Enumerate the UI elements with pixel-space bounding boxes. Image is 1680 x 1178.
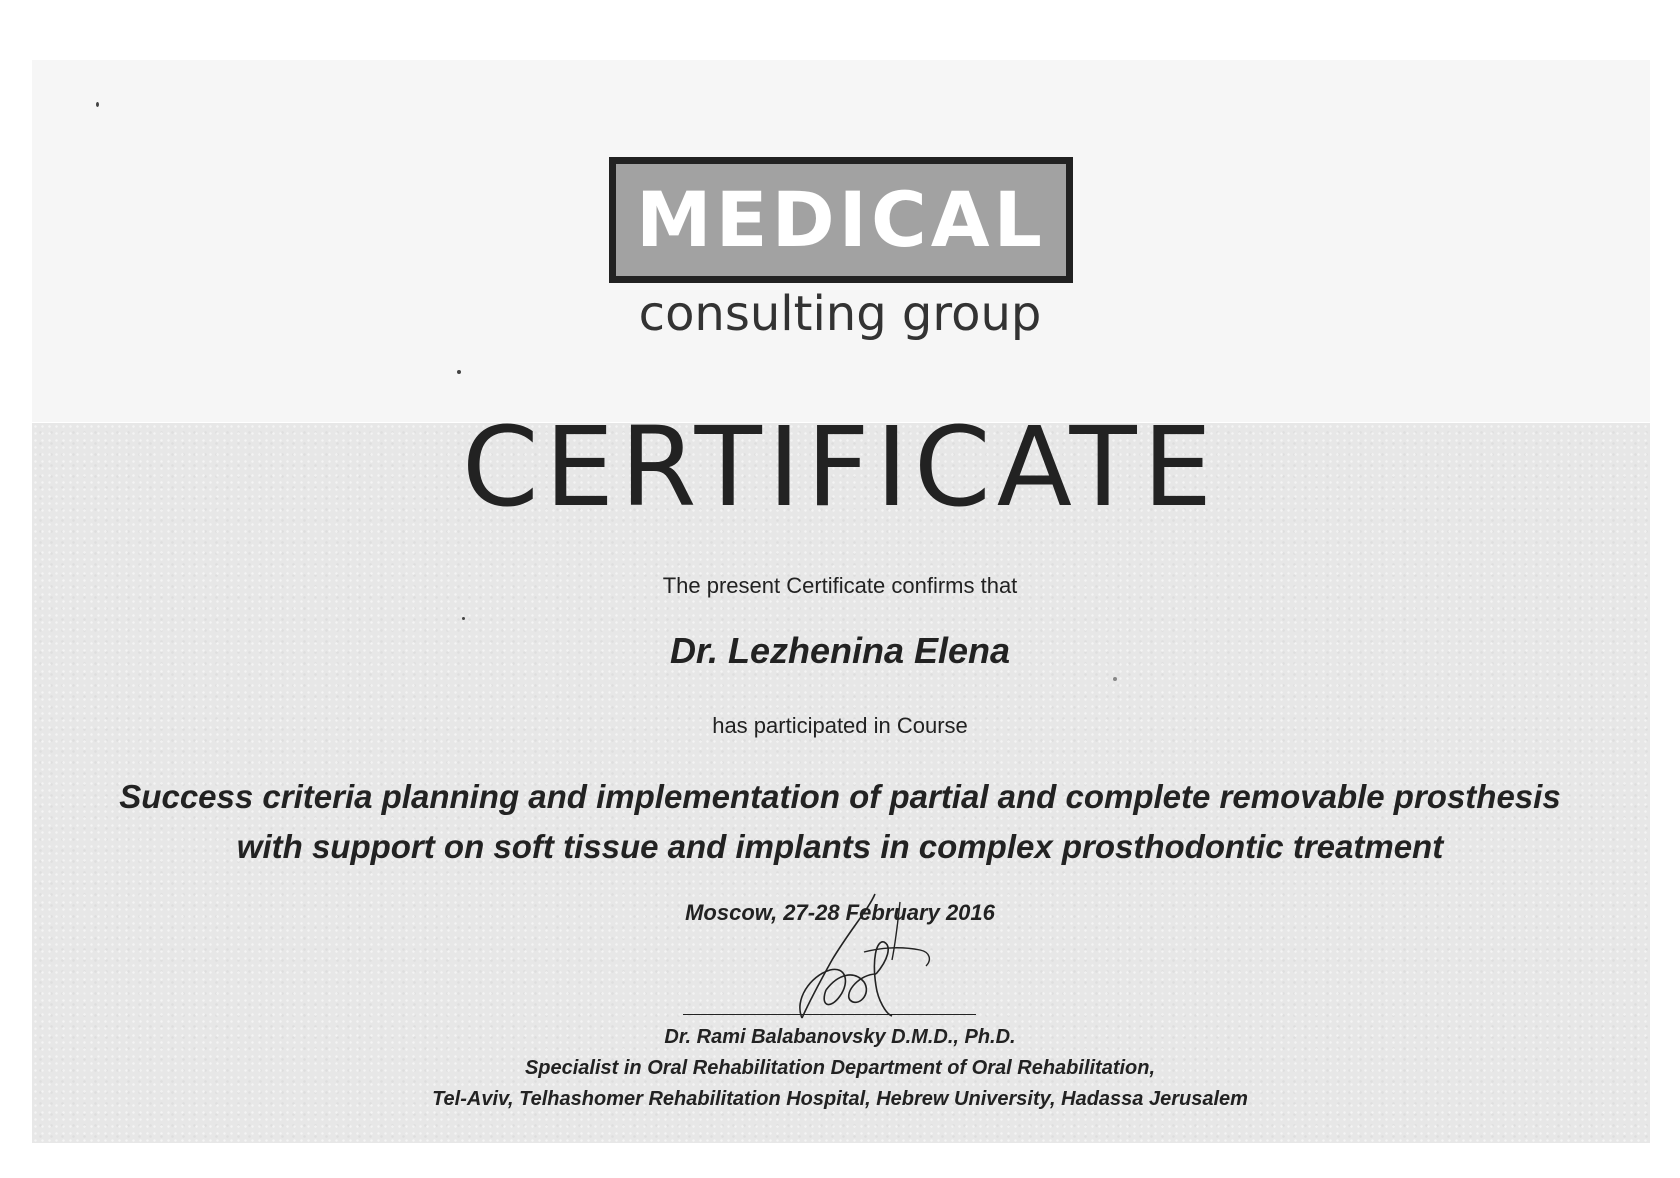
paper-speck — [457, 370, 461, 374]
paper-speck — [1113, 677, 1117, 681]
paper-speck — [462, 617, 465, 620]
logo-subtitle: consulting group — [638, 286, 1042, 342]
participated-text: has participated in Course — [712, 713, 968, 738]
place-and-date: Moscow, 27-28 February 2016 — [685, 900, 995, 925]
paper-speck — [96, 102, 99, 107]
signature-line — [683, 1014, 976, 1015]
confirms-text: The present Certificate confirms that — [662, 573, 1018, 598]
logo-word: MEDICAL — [636, 175, 1046, 264]
signatory-name: Dr. Rami Balabanovsky D.M.D., Ph.D. — [664, 1026, 1016, 1048]
company-logo — [609, 157, 1073, 283]
course-title-line: with support on soft tissue and implants in complex prosthodontic treatment — [236, 828, 1444, 865]
handwritten-signature — [780, 890, 940, 1025]
signatory-institutions: Tel-Aviv, Telhashomer Rehabilitation Hospital, Hebrew University, Hadassa Jerusalem — [432, 1088, 1248, 1110]
recipient-name: Dr. Lezhenina Elena — [669, 630, 1011, 671]
signatory-role: Specialist in Oral Rehabilitation Department of Oral Rehabilitation, — [524, 1057, 1156, 1079]
course-title-line: Success criteria planning and implementation of partial and complete removable prosthesis — [119, 778, 1561, 815]
certificate-title: CERTIFICATE — [461, 403, 1219, 531]
course-title — [40, 772, 1640, 872]
